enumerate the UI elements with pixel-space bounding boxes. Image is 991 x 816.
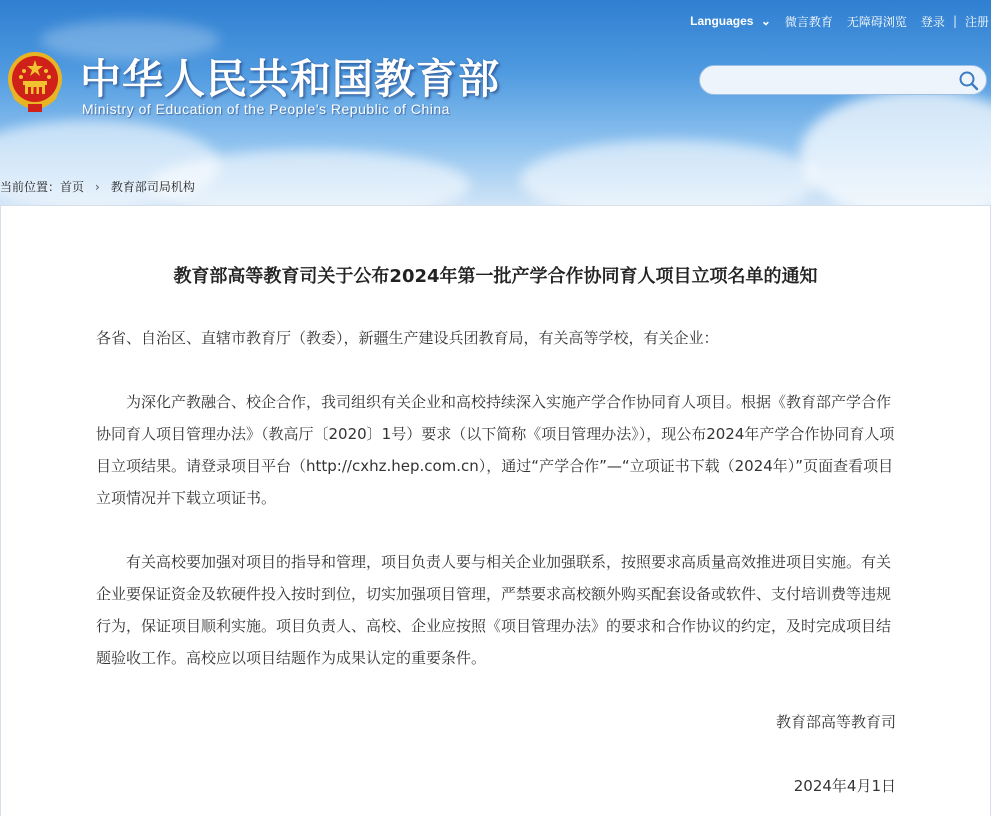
top-utility-bar [676,12,991,30]
article-signature: 教育部高等教育司 [775,713,896,731]
site-subtitle: Ministry of Education of the People's Republic of China [82,101,450,117]
article-date: 2024年4月1日 [793,777,896,795]
breadcrumb [0,178,195,195]
breadcrumb-current-link[interactable]: 教育部司局机构 [110,180,195,194]
article-paragraph-1: 为深化产教融合、校企合作，我司组织有关企业和高校持续深入实施产学合作协同育人项目。根据《教育部产学合作协同育人项目管理办法》（教高厅〔2020〕1号）要求（以下简称《项目管理办法》），现公布2024年产学合作协同育人项目立项结果。请登录项目平台（http://cxhz.hep.com.cn），通过“产学合作”—“立项证书下载（2024年）”页面查看项目立项情况并下载立项证书。 [96,393,895,507]
languages-menu[interactable] [690,14,771,28]
article-title: 教育部高等教育司关于公布2024年第一批产学合作协同育人项目立项名单的通知 [173,266,818,287]
accessibility-link[interactable]: 无障碍浏览 [846,14,907,29]
register-link[interactable]: 注册 [964,14,989,29]
breadcrumb-home-link[interactable]: 首页 [60,180,85,194]
topbar-separator: | [952,14,957,28]
article-paragraph-2: 有关高校要加强对项目的指导和管理，项目负责人要与相关企业加强联系，按照要求高质量高效推进项目实施。有关企业要保证资金及软硬件投入按时到位，切实加强项目管理，严禁要求高校额外购买配套设备或软件、支付培训费等违规行为，保证项目顺利实施。项目负责人、高校、企业应按照《项目管理办法》的要求和合作协议的约定，及时完成项目结题验收工作。高校应以项目结题作为成果认定的重要条件。 [96,553,892,667]
languages-label: Languages [690,14,754,28]
site-header [0,0,991,205]
article-panel [0,205,991,816]
search-box [699,65,987,95]
chevron-down-icon: ⌄ [760,14,771,28]
search-icon[interactable] [958,70,980,92]
national-emblem-icon[interactable] [6,49,64,115]
chevron-right-icon: › [95,179,100,194]
breadcrumb-prefix: 当前位置： [0,180,61,194]
search-input[interactable] [700,66,950,94]
cloud-decoration [800,90,991,205]
site-title[interactable]: 中华人民共和国教育部 [80,55,500,103]
article-salutation: 各省、自治区、直辖市教育厅（教委），新疆生产建设兵团教育局，有关高等学校，有关企业： [96,329,719,347]
login-link[interactable]: 登录 [920,14,945,29]
cloud-decoration [520,140,820,205]
weibo-link[interactable]: 微言教育 [784,14,833,29]
